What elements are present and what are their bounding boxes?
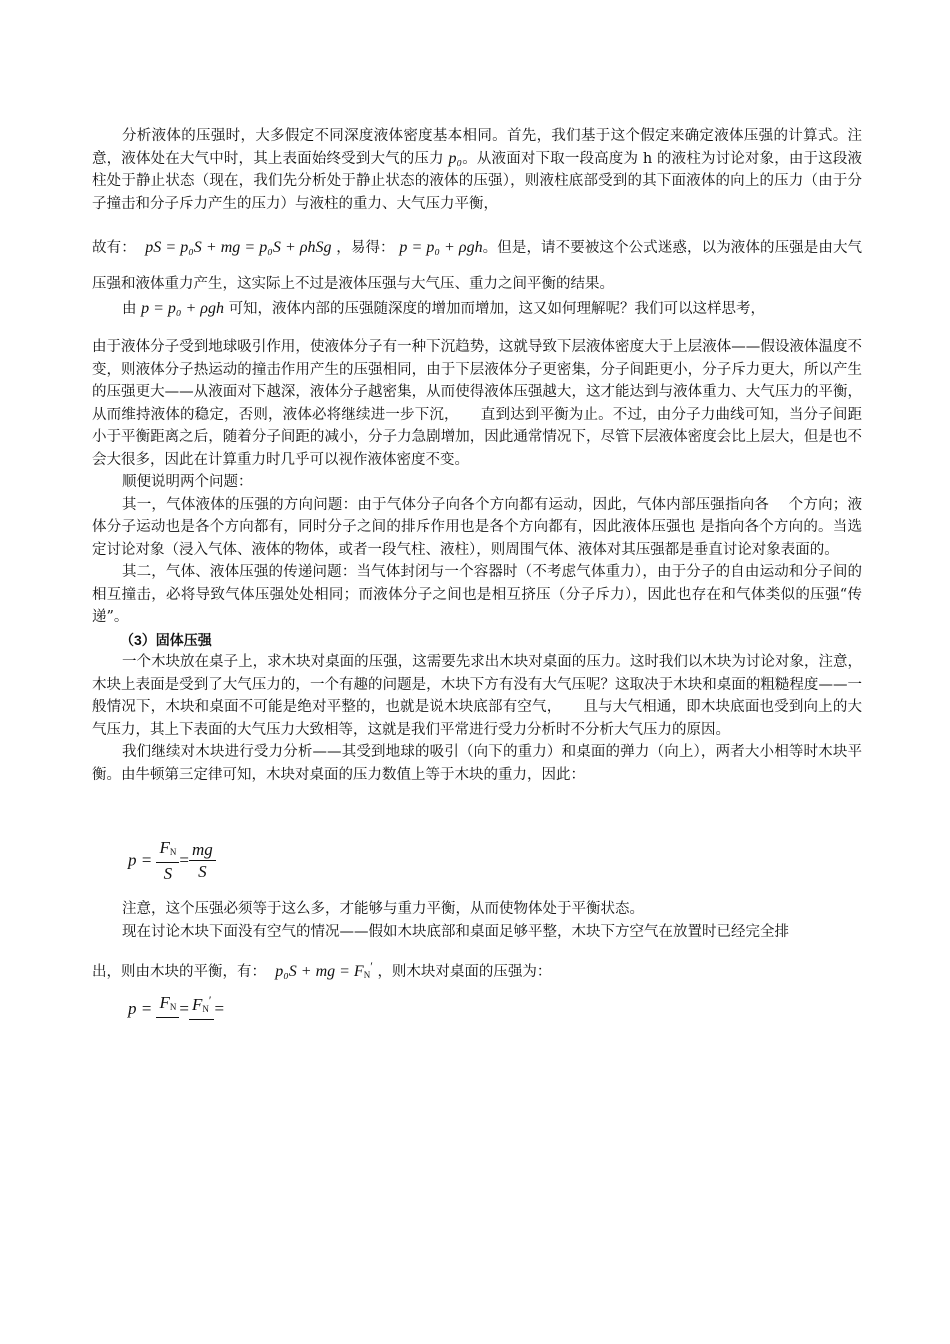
fraction-fn-prime: $F_N'$: [189, 990, 215, 1030]
math-pressure-formula: p = p₀ + ρgh: [399, 239, 483, 256]
math-force-balance: pS = p₀S + mg = p₀S + ρhSg: [145, 239, 332, 256]
paragraph-force-analysis: 我们继续对木块进行受力分析——其受到地球的吸引（向下的重力）和桌面的弹力（向上），两者大小相等时木块平衡。由牛顿第三定律可知，木块对桌面的压力数值上等于木块的重力，因此：: [92, 744, 862, 783]
paragraph-balance-equation: 出，则由木块的平衡，有： p₀S + mg = FN′ ，则木块对桌面的压强为：: [92, 959, 552, 980]
text-block-equation: [92, 230, 862, 302]
text-block-no-air: [92, 898, 862, 943]
paragraph-density-explanation: 由于液体分子受到地球吸引作用，使液体分子有一种下沉趋势，这就导致下层液体密度大于上层液体——假设液体温度不变，则液体分子热运动的撞击作用产生的压强相同，由于下层液体分子更密集，分子间距更小，分子斥力更大，所以产生的压强更大——从液面对下越深，液体分子越密集，从而使得液体压强越大，这才能达到与液体重力、大气压力的平衡，从而维持液体的稳定，否则，液体必将继续进一步下沉， 直到达到平衡为止。不过，由分子力曲线可知，当分子间距小于平衡距离之后，随着分子间距的减小，分子力急剧增加，因此通常情况下，尽管下层液体密度会比上层大，但是也不会大很多，因此在计算重力时几乎可以视作液体密度不变。: [92, 339, 862, 468]
fraction-fn: $F_N$: [156, 993, 179, 1028]
fraction-fn-over-s: $\frac{F_N}{S}$: [156, 838, 179, 885]
formula-no-air-pressure: p = $F_N$ = $F_N'$ =: [128, 990, 224, 1030]
paragraph-liquid-pressure-intro: 分析液体的压强时，大多假定不同深度液体密度基本相同。首先，我们基于这个假定来确定液体压强的计算式。注意，液体处在大气中时，其上表面始终受到大气的压力 p₀。从液面对下取一段高度为 h 的液柱为讨论对象，由于这段液柱处于静止状态（现在，我们先分析处于静止状态的液体的压强），则液柱底部受到的其下面液体的向上的压力（由于分子撞击和分子斥力产生的压力）与液柱的重力、大气压力平衡，: [92, 128, 862, 212]
fraction-mg-over-s: $\frac{mg}{S}$: [189, 840, 216, 883]
math-balance: p₀S + mg = F: [275, 963, 364, 980]
paragraph-no-air-case: 现在讨论木块下面没有空气的情况——假如木块底部和桌面足够平整，木块下方空气在放置时已经完全排: [122, 923, 789, 940]
paragraph-depth-question: 由 p = p₀ + ρgh 可知，液体内部的压强随深度的增加而增加，这又如何理解呢？我们可以这样思考，: [122, 300, 766, 317]
paragraph-must-equal: 注意，这个压强必须等于这么多，才能够与重力平衡，从而使物体处于平衡状态。: [122, 901, 644, 917]
paragraph-block-on-table: 一个木块放在桌子上，求木块对桌面的压强，这需要先求出木块对桌面的压力。这时我们以木块为讨论对象，注意，木块上表面是受到了大气压力的，一个有趣的问题是，木块下方有没有大气压呢？这取决于木块和桌面的粗糙程度——一般情况下，木块和桌面不可能是绝对平整的，也就是说木块底部有空气， 且与大气相通，即木块底面也受到向上的大气压力，其上下表面的大气压力大致相等，这就是我们平常进行受力分析时不分析大气压力的原因。: [92, 654, 862, 738]
section-heading-solid-pressure: （3）固体压强: [120, 631, 212, 648]
formula-solid-pressure: p = $\frac{F_N}{S}$ = $\frac{mg}{S}$: [128, 838, 216, 885]
math-p0: p₀: [448, 149, 463, 167]
paragraph-transmission: 其二，气体、液体压强的传递问题：当气体封闭与一个容器时（不考虑气体重力），由于分子的自由运动和分子间的相互撞击，必将导致气体压强处处相同；而液体分子之间也是相互挤压（分子斥力），因此也存在和气体类似的压强“传递”。: [92, 564, 862, 625]
paragraph-equation: 故有： pS = p₀S + mg = p₀S + ρhSg ，易得： p = p₀ + ρgh。但是，请不要被这个公式迷惑，以为液体的压强是由大气压强和液体重力产生，这实际上不过是液体压强与大气压、重力之间平衡的结果。: [92, 239, 863, 292]
paragraph-direction: 其一，气体液体的压强的方向问题：由于气体分子向各个方向都有运动，因此，气体内部压强指向各 个方向；液体分子运动也是各个方向都有，同时分子之间的排斥作用也是各个方向都有，因此液体压强也 是指向各个方向的。当选定讨论对象（浸入气体、液体的物体，或者一段气柱、液柱），则周围气体、液体对其压强都是垂直讨论对象表面的。: [92, 496, 862, 558]
paragraph-two-questions: 顺便说明两个问题：: [122, 474, 253, 490]
text-block-liquid: [92, 125, 862, 215]
text-block-depth: [92, 298, 862, 321]
text-block-balance: [92, 948, 862, 993]
text-block-explanation: [92, 336, 862, 786]
math-pressure-formula-2: p = p₀ + ρgh: [141, 300, 224, 317]
